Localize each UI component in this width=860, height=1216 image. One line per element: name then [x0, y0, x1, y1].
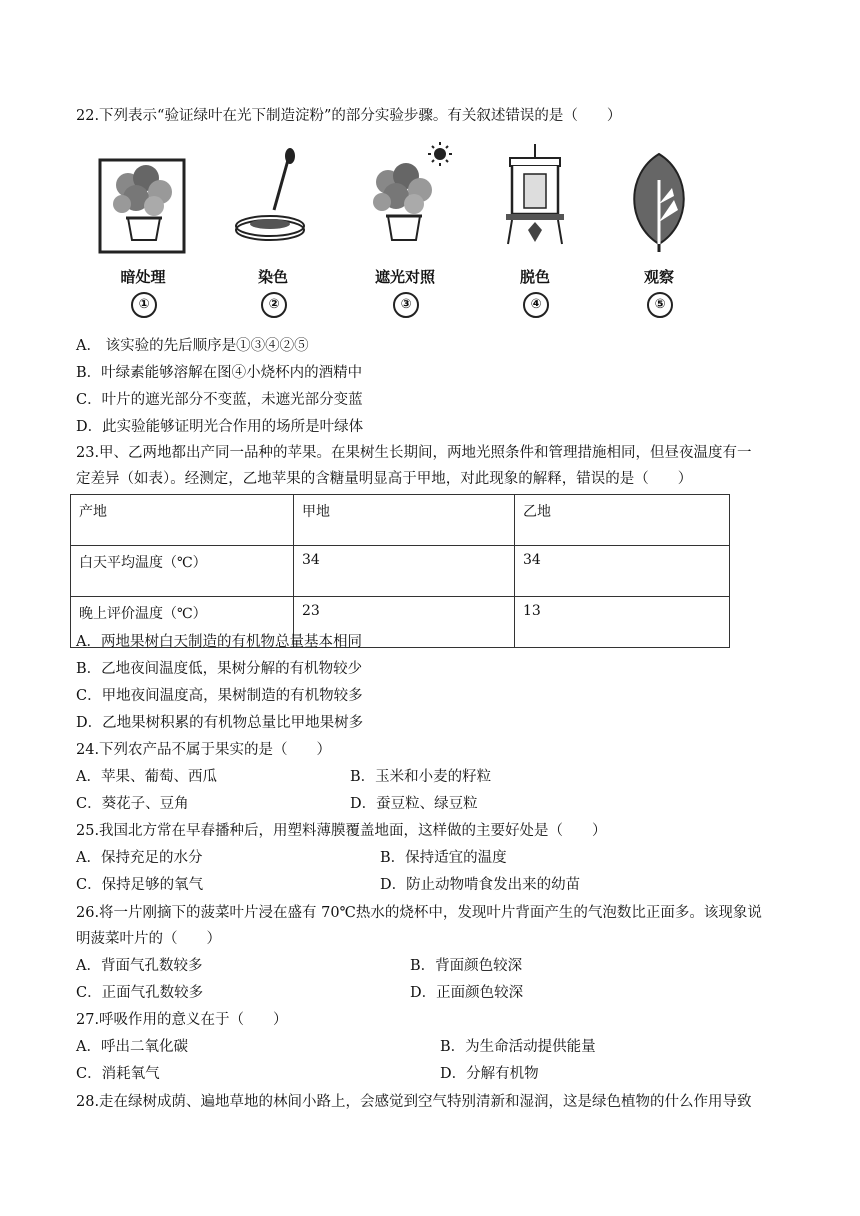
q24-option-a: A．苹果、葡萄、西瓜 [76, 769, 217, 785]
step-label: 遮光对照 [374, 268, 435, 286]
step-label: 暗处理 [120, 268, 166, 286]
q24-option-c: C．葵花子、豆角 [76, 796, 189, 812]
q22-option-b: B．叶绿素能够溶解在图④小烧杯内的酒精中 [76, 365, 363, 381]
q28-stem: 28.走在绿树成荫、遍地草地的林间小路上，会感觉到空气特别清新和湿润，这是绿色植物的什么作用导致 [76, 1094, 752, 1110]
table-cell: 白天平均温度（℃） [71, 546, 294, 597]
q26-stem-line1: 26.将一片刚摘下的菠菜叶片浸在盛有 70℃热水的烧杯中，发现叶片背面产生的气泡数比正面多。该现象说 [76, 905, 762, 921]
q25-option-a: A．保持充足的水分 [76, 850, 203, 866]
q24-stem: 24.下列农产品不属于果实的是（ ） [76, 742, 332, 758]
q25-option-c: C．保持足够的氧气 [76, 877, 204, 893]
step-label: 脱色 [519, 268, 550, 286]
step-label: 观察 [643, 268, 674, 286]
step-decolorize [480, 140, 590, 322]
q23-option-c: C．甲地夜间温度高，果树制造的有机物较多 [76, 688, 363, 704]
q23-stem-line1: 23.甲、乙两地都出产同一品种的苹果。在果树生长期间，两地光照条件和管理措施相同，但昼夜温度有一 [76, 445, 752, 461]
step-number: ⑤ [647, 292, 673, 318]
step-observe [604, 140, 714, 322]
table-cell: 产地 [71, 495, 294, 546]
q26-option-c: C．正面气孔数较多 [76, 985, 204, 1001]
table-cell: 乙地 [515, 495, 730, 546]
q26-option-b: B．背面颜色较深 [410, 958, 523, 974]
q23-stem-line2: 定差异（如表）。经测定，乙地苹果的含糖量明显高于甲地，对此现象的解释，错误的是（ ） [76, 471, 693, 487]
table-cell: 34 [294, 546, 515, 597]
water-bath-icon [480, 140, 590, 260]
table-cell: 13 [515, 597, 730, 648]
q22-stem: 22.下列表示“验证绿叶在光下制造淀粉”的部分实验步骤。有关叙述错误的是（ ） [76, 108, 622, 124]
q27-option-d: D．分解有机物 [440, 1066, 539, 1082]
q27-option-a: A．呼出二氧化碳 [76, 1039, 188, 1055]
q26-option-d: D．正面颜色较深 [410, 985, 524, 1001]
q23-option-d: D．乙地果树积累的有机物总量比甲地果树多 [76, 715, 364, 731]
q27-stem: 27.呼吸作用的意义在于（ ） [76, 1012, 288, 1028]
q26-stem-line2: 明菠菜叶片的（ ） [76, 931, 221, 947]
q25-stem: 25.我国北方常在早春播种后，用塑料薄膜覆盖地面，这样做的主要好处是（ ） [76, 823, 607, 839]
table-cell: 晚上评价温度（℃） [71, 597, 294, 648]
plant-sun-icon [350, 140, 460, 260]
step-number: ① [131, 292, 157, 318]
table-cell: 23 [294, 597, 515, 648]
q22-option-c: C．叶片的遮光部分不变蓝，未遮光部分变蓝 [76, 392, 363, 408]
q23-option-b: B．乙地夜间温度低，果树分解的有机物较少 [76, 661, 363, 677]
leaf-icon [604, 140, 714, 260]
step-label: 染色 [257, 268, 288, 286]
q22-option-d: D．此实验能够证明光合作用的场所是叶绿体 [76, 419, 364, 435]
q26-option-a: A．背面气孔数较多 [76, 958, 203, 974]
q25-option-d: D．防止动物啃食发出来的幼苗 [380, 877, 581, 893]
q24-option-b: B．玉米和小麦的籽粒 [350, 769, 492, 785]
q24-option-d: D．蚕豆粒、绿豆粒 [350, 796, 478, 812]
q25-option-b: B．保持适宜的温度 [380, 850, 507, 866]
dropper-dish-icon [218, 140, 328, 260]
step-number: ④ [523, 292, 549, 318]
table-cell: 甲地 [294, 495, 515, 546]
q22-figure [88, 140, 716, 322]
step-number: ③ [393, 292, 419, 318]
q22-option-a: A． 该实验的先后顺序是①③④②⑤ [76, 338, 309, 354]
q27-option-b: B．为生命活动提供能量 [440, 1039, 596, 1055]
table-cell: 34 [515, 546, 730, 597]
table-row [71, 546, 730, 597]
step-dark-treatment [88, 140, 198, 322]
table-header-row [71, 495, 730, 546]
q23-option-a: A．两地果树白天制造的有机物总量基本相同 [76, 634, 362, 650]
step-staining [218, 140, 328, 322]
step-number: ② [261, 292, 287, 318]
step-shading-control [350, 140, 460, 322]
temperature-table [70, 494, 730, 648]
q27-option-c: C．消耗氧气 [76, 1066, 160, 1082]
plant-in-box-icon [88, 140, 198, 260]
